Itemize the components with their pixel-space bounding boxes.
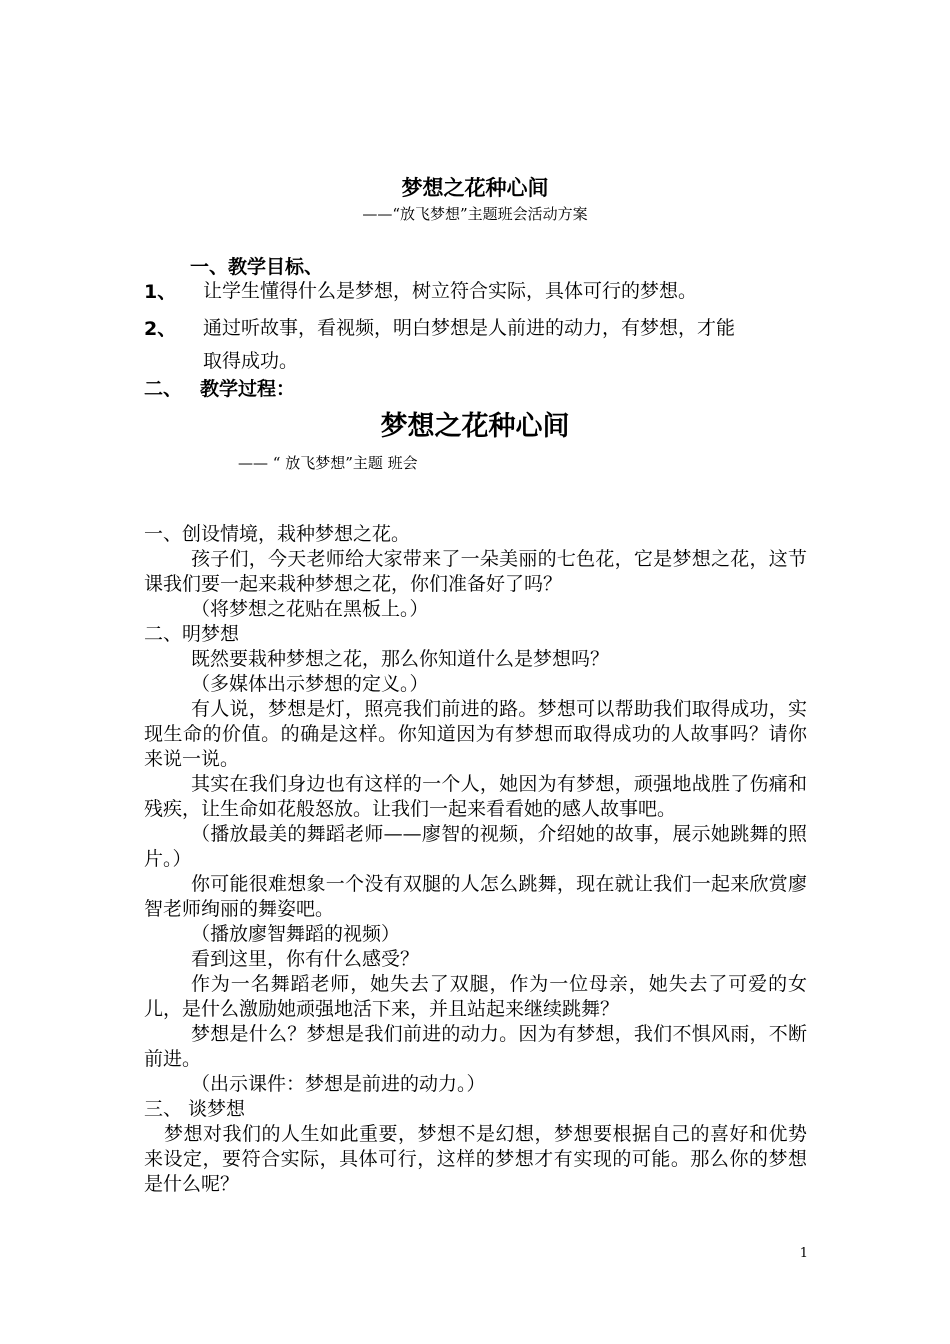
stage-direction: （多媒体出示梦想的定义。）	[191, 673, 429, 695]
page-number: 1	[799, 1246, 808, 1261]
paragraph: 有人说，梦想是灯，照亮我们前进的路。梦想可以帮助我们取得成功，实现生命的价值。的确是这样。你知道因为有梦想而取得成功的人故事吗？请你来说一说。	[144, 698, 807, 770]
stage-direction: （播放廖智舞蹈的视频）	[191, 923, 401, 945]
process-number: 二、	[144, 378, 183, 400]
objective-2-number: 2、	[144, 318, 177, 340]
paragraph: 其实在我们身边也有这样的一个人，她因为有梦想，顽强地战胜了伤痛和残疾，让生命如花般怒放。让我们一起来看看她的感人故事吧。	[144, 773, 807, 820]
paragraph: 你可能很难想象一个没有双腿的人怎么跳舞，现在就让我们一起来欣赏廖智老师绚丽的舞姿吧。	[144, 873, 807, 920]
plan-subtitle: —— “ 放飞梦想”主题 班会	[238, 454, 418, 472]
document-subtitle: ——“放飞梦想”主题班会活动方案	[362, 205, 588, 223]
section-heading-2: 二、明梦想	[144, 623, 240, 645]
section-heading-3: 三、 谈梦想	[144, 1098, 246, 1120]
objectives-heading: 一、教学目标、	[190, 256, 324, 278]
paragraph: 梦想是什么？梦想是我们前进的动力。因为有梦想，我们不惧风雨，不断前进。	[144, 1023, 807, 1070]
stage-direction: （出示课件：梦想是前进的动力。）	[191, 1073, 486, 1095]
paragraph: 梦想对我们的人生如此重要，梦想不是幻想，梦想要根据自己的喜好和优势来设定，要符合实际，具体可行，这样的梦想才有实现的可能。那么你的梦想是什么呢？	[144, 1123, 807, 1195]
stage-direction: （播放最美的舞蹈老师——廖智的视频，介绍她的故事，展示她跳舞的照片。）	[144, 823, 807, 870]
plan-title: 梦想之花种心间	[380, 411, 570, 442]
paragraph: 孩子们，今天老师给大家带来了一朵美丽的七色花，它是梦想之花，这节课我们要一起来栽种梦想之花，你们准备好了吗？	[144, 548, 807, 595]
process-heading: 教学过程：	[200, 378, 296, 400]
paragraph: 作为一名舞蹈老师，她失去了双腿，作为一位母亲，她失去了可爱的女儿，是什么激励她顽强地活下来，并且站起来继续跳舞？	[144, 973, 807, 1020]
plan-body	[144, 522, 807, 1197]
paragraph: 既然要栽种梦想之花，那么你知道什么是梦想吗？	[191, 648, 610, 670]
stage-direction: （将梦想之花贴在黑板上。）	[191, 598, 429, 620]
objective-2-text-continued: 取得成功。	[203, 350, 299, 372]
document-title: 梦想之花种心间	[401, 176, 549, 200]
paragraph: 看到这里，你有什么感受？	[191, 948, 420, 970]
objective-1-text: 让学生懂得什么是梦想，树立符合实际，具体可行的梦想。	[203, 280, 698, 302]
objective-1-number: 1、	[144, 281, 177, 303]
section-heading-1: 一、创设情境，栽种梦想之花。	[144, 523, 411, 545]
objective-2-text: 通过听故事，看视频，明白梦想是人前进的动力，有梦想，才能	[203, 317, 736, 339]
